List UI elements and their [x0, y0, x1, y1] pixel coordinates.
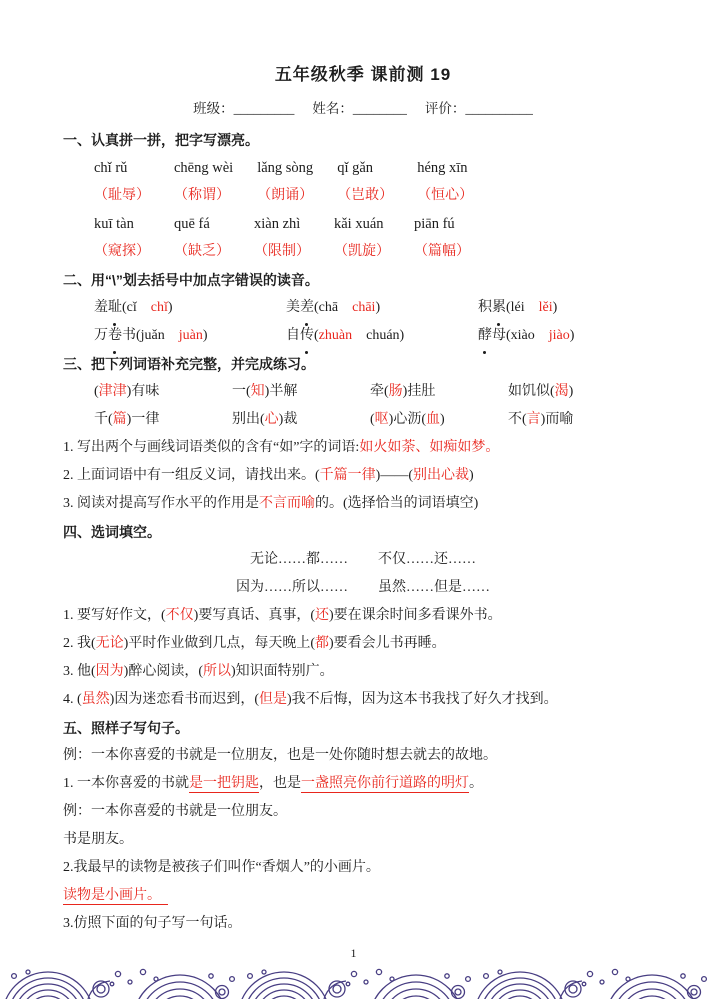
text-segment: 。 [469, 776, 483, 791]
option-text: chuán [366, 328, 400, 343]
page-title: 五年级秋季 课前测 19 [274, 65, 452, 84]
pinyin-answer-pair [257, 154, 313, 210]
answer-text: 别出心裁 [413, 468, 469, 483]
answer-word: （恒心） [417, 188, 474, 203]
answer-text: chāi [352, 300, 376, 315]
answer-text: 还 [315, 608, 329, 623]
text-segment: ( [370, 412, 375, 427]
pinyin-answer-pair [417, 154, 473, 210]
text-segment: ) [469, 468, 474, 483]
paren-close: ) [375, 300, 381, 315]
answer-text: 津津 [98, 384, 127, 399]
text-segment: 的。(选择恰当的词语填空) [315, 496, 479, 511]
option-gap [165, 328, 179, 343]
word-char: 美 [286, 300, 300, 315]
text-segment: 2.我最早的读物是被孩子们叫作“香烟人”的小画片。 [63, 860, 380, 875]
answer-text: 言 [526, 412, 541, 427]
idiom-word [508, 378, 616, 406]
pronunciation-item [94, 294, 286, 322]
text-segment: ，也是 [259, 776, 301, 791]
answer-text: 渴 [554, 384, 569, 399]
meta-blank: __________ [465, 101, 533, 116]
text-segment: 3. 阅读对提高写作水平的作用是 [63, 496, 259, 511]
pronunciation-row [63, 322, 663, 350]
text-segment: )醉心阅读，( [123, 664, 203, 679]
pinyin-word: héng xīn [417, 160, 468, 176]
paren-open: ( [506, 328, 511, 343]
answer-text: 因为 [95, 664, 124, 679]
text-segment: 1. 写出两个与画线词语类似的含有“如”字的词语: [63, 440, 360, 455]
pronunciation-choice-block [63, 294, 663, 350]
idiom-word [370, 406, 478, 434]
answer-text: 知 [250, 384, 265, 399]
pinyin-answer-pair [254, 210, 310, 266]
pinyin-row [63, 154, 663, 210]
sentence-line [63, 798, 663, 826]
answer-text: 篇 [112, 412, 127, 427]
fill-blank-item [63, 686, 663, 714]
pinyin-word: kǎi xuán [334, 216, 384, 232]
text-segment: 1. 要写好作文，( [63, 608, 166, 623]
pinyin-word: chēng wèi [174, 160, 234, 176]
text-segment: 3. 他( [63, 664, 96, 679]
pinyin-answer-block [63, 154, 663, 266]
word-char: 母 [492, 328, 506, 343]
answer-word: （耻辱） [94, 188, 150, 203]
pronunciation-item [478, 294, 557, 322]
word-char: 书 [122, 328, 136, 343]
meta-label: 姓名： [312, 101, 353, 116]
text-segment: )我不后悔，因为这本书我找了好久才找到。 [287, 692, 558, 707]
text-segment: )要看会儿书再睡。 [329, 636, 446, 651]
word-char: 自 [286, 328, 300, 343]
answer-word: （限制） [254, 244, 310, 259]
answer-text: lěi [538, 300, 553, 315]
text-segment: 书是朋友。 [63, 832, 133, 847]
pronunciation-row [63, 294, 663, 322]
pronunciation-item [478, 322, 574, 350]
page-number: 1 [350, 946, 357, 960]
meta-field [425, 101, 533, 116]
pinyin-word: lǎng sòng [257, 160, 314, 176]
paren-open: ( [314, 300, 319, 315]
word-char: 羞 [94, 300, 108, 315]
option-gap [525, 300, 539, 315]
text-segment: 2. 上面词语中有一组反义词，请找出来。( [63, 468, 320, 483]
pinyin-answer-pair [94, 154, 150, 210]
answer-text: 血 [426, 412, 440, 427]
pinyin-word: quē fá [174, 216, 210, 232]
text-segment: )知识面特别广。 [231, 664, 334, 679]
text-segment: ) [440, 412, 445, 427]
paren-open: ( [122, 300, 127, 315]
paren-close: ) [569, 328, 575, 343]
text-segment: 如饥似( [508, 384, 555, 399]
fill-blank-item [63, 602, 663, 630]
option-pair: 无论……都…… [250, 552, 348, 567]
answer-text: 不言而喻 [259, 496, 315, 511]
answer-text: 肠 [388, 384, 403, 399]
answer-text: 呕 [374, 412, 389, 427]
fill-blank-item [63, 658, 663, 686]
pinyin-word: qǐ gǎn [337, 160, 374, 176]
answer-text: 心 [264, 412, 279, 427]
option-pair: 因为……所以…… [236, 580, 348, 595]
idiom-completion-block [63, 378, 663, 434]
sentence-line [63, 742, 663, 770]
text-segment: )平时作业做到几点，每天晚上( [123, 636, 315, 651]
option-line [63, 546, 663, 574]
option-text: xiào [510, 328, 535, 343]
answer-text: 不仅 [165, 608, 194, 623]
section-3-heading: 三、把下列词语补充完整，并完成练习。 [63, 356, 315, 372]
answer-text: 读物是小画片。 [63, 888, 168, 903]
sentence-line [63, 882, 663, 910]
pinyin-answer-pair [334, 210, 390, 266]
dotted-char: 差 [300, 294, 314, 322]
section-4-heading: 四、选词填空。 [63, 524, 161, 540]
wave-border-decoration [0, 966, 707, 999]
pinyin-row [63, 210, 663, 266]
dotted-char: 酵 [478, 322, 492, 350]
option-text: léi [510, 300, 525, 315]
text-segment: 牵( [370, 384, 389, 399]
pronunciation-item [286, 322, 478, 350]
text-segment: ( [94, 384, 99, 399]
answer-text: 虽然 [81, 692, 110, 707]
answer-text: chǐ [150, 300, 168, 315]
exercise-item [63, 462, 663, 490]
answer-text: jiào [548, 328, 570, 343]
paren-open: ( [314, 328, 319, 343]
text-segment: )因为迷恋看书而迟到，( [109, 692, 259, 707]
text-segment: 千( [94, 412, 113, 427]
sentence-writing-block [63, 742, 663, 938]
dotted-char: 传 [300, 322, 314, 350]
option-line [63, 574, 663, 602]
idiom-word [370, 378, 478, 406]
text-segment: 4. ( [63, 692, 82, 707]
option-gap [352, 328, 366, 343]
answer-text: 都 [315, 636, 329, 651]
answer-word: （称谓） [174, 188, 230, 203]
answer-text: zhuàn [318, 328, 353, 343]
answer-text: 千篇一律 [319, 468, 376, 483]
text-segment: )——( [375, 468, 413, 483]
text-segment: )半解 [264, 384, 298, 399]
text-segment: )要在课余时间多看课外书。 [329, 608, 502, 623]
pinyin-answer-pair [337, 154, 393, 210]
paren-close: ) [552, 300, 558, 315]
idiom-word [94, 406, 202, 434]
pinyin-word: piān fú [414, 216, 455, 232]
answer-word: （窥探） [94, 244, 150, 259]
dotted-char: 卷 [108, 322, 122, 350]
answer-text: 所以 [203, 664, 231, 679]
answer-word: （缺乏） [174, 244, 230, 259]
exercise-item [63, 490, 663, 518]
option-text: juǎn [140, 328, 165, 343]
answer-word: （岂敢） [337, 188, 394, 203]
text-segment: 1. 一本你喜爱的书就 [63, 776, 189, 791]
answer-text: 是一把钥匙 [189, 776, 259, 791]
idiom-row [63, 406, 663, 434]
answer-text: juàn [178, 328, 203, 343]
dotted-char: 累 [492, 294, 506, 322]
answer-word: （凯旋） [334, 244, 390, 259]
pinyin-word: xiàn zhì [254, 216, 301, 232]
idiom-word [232, 406, 340, 434]
text-segment: )挂肚 [402, 384, 436, 399]
pronunciation-item [94, 322, 286, 350]
text-segment: )要写真话、真事，( [193, 608, 315, 623]
sentence-line [63, 770, 663, 798]
sentence-line [63, 826, 663, 854]
paren-close: ) [202, 328, 208, 343]
section-2-heading: 二、用“\”划去括号中加点字错误的读音。 [63, 272, 319, 288]
pinyin-answer-pair [94, 210, 150, 266]
pinyin-word: kuī tàn [94, 216, 134, 232]
text-segment: 别出( [232, 412, 265, 427]
fill-blank-item [63, 630, 663, 658]
paren-open: ( [506, 300, 511, 315]
sentence-line [63, 910, 663, 938]
text-segment: )而喻 [540, 412, 574, 427]
idiom-word [232, 378, 340, 406]
word-char: 万 [94, 328, 108, 343]
option-text: cǐ [126, 300, 137, 315]
text-segment: ) [568, 384, 574, 399]
text-segment: )裁 [278, 412, 298, 427]
option-gap [535, 328, 549, 343]
text-segment: )一律 [126, 412, 160, 427]
text-segment: 2. 我( [63, 636, 96, 651]
idiom-exercise-items [63, 434, 663, 518]
answer-word: （朗诵） [257, 188, 314, 203]
text-segment: 不( [508, 412, 527, 427]
option-pair: 不仅……还…… [378, 552, 476, 567]
pinyin-answer-pair [174, 154, 233, 210]
meta-blank: _________ [233, 101, 295, 116]
meta-field [193, 101, 294, 116]
idiom-word [94, 378, 202, 406]
word-choice-options [63, 546, 663, 602]
sentence-line [63, 854, 663, 882]
meta-field [312, 101, 407, 116]
option-gap [137, 300, 151, 315]
paren-open: ( [136, 328, 141, 343]
meta-label: 评价： [424, 101, 466, 116]
pinyin-word: chǐ rǔ [94, 160, 128, 176]
answer-text: 但是 [259, 692, 287, 707]
word-char: 积 [478, 300, 492, 315]
idiom-word [508, 406, 616, 434]
meta-blank: ________ [352, 101, 407, 116]
text-segment: 例：一本你喜爱的书就是一位朋友。 [63, 804, 287, 819]
section-5-heading: 五、照样子写句子。 [63, 720, 189, 736]
student-info-line [63, 97, 663, 117]
meta-label: 班级： [193, 101, 234, 116]
pronunciation-item [286, 294, 478, 322]
text-segment: )有味 [126, 384, 160, 399]
text-segment: )心沥( [388, 412, 426, 427]
text-segment: 3.仿照下面的句子写一句话。 [63, 916, 242, 931]
answer-text: 如火如荼、如痴如梦。 [359, 440, 500, 455]
pinyin-answer-pair [414, 210, 470, 266]
option-gap [338, 300, 352, 315]
answer-word: （篇幅） [414, 244, 470, 259]
paren-close: ) [167, 300, 173, 315]
idiom-row [63, 378, 663, 406]
section-1-heading: 一、认真拼一拼，把字写漂亮。 [63, 132, 259, 148]
answer-text: 一盏照亮你前行道路的明灯 [301, 776, 469, 791]
dotted-char: 耻 [108, 294, 122, 322]
text-segment: 例：一本你喜爱的书就是一位朋友，也是一处你随时想去就去的故地。 [63, 748, 497, 763]
fill-blank-items [63, 602, 663, 714]
option-text: chā [318, 300, 339, 315]
option-pair: 虽然……但是…… [378, 580, 490, 595]
exercise-item [63, 434, 663, 462]
text-segment: 一( [232, 384, 251, 399]
pinyin-answer-pair [174, 210, 230, 266]
answer-text: 无论 [95, 636, 124, 651]
paren-close: ) [399, 328, 405, 343]
